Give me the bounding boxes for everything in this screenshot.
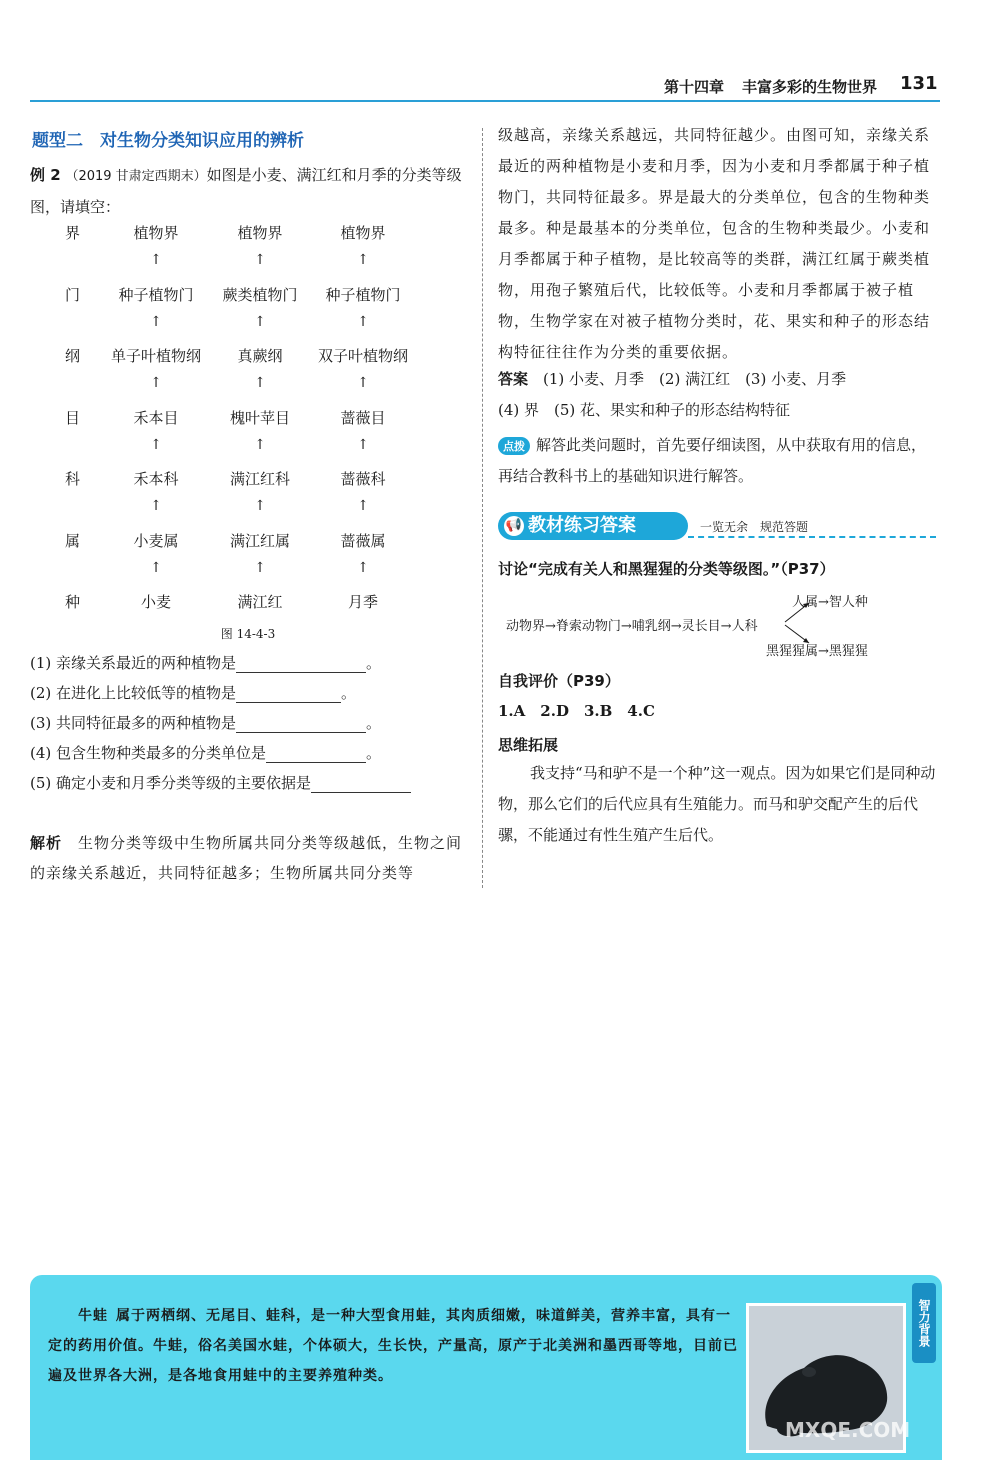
bullfrog-photo [746, 1303, 911, 1453]
rank-label: 属 [65, 531, 81, 550]
answer-blank-2[interactable] [236, 685, 341, 703]
megaphone-icon: 📢 [504, 516, 524, 536]
up-arrow-icon: ↑ [254, 559, 266, 576]
up-arrow-icon: ↑ [357, 498, 369, 514]
analysis-left-text: 生物分类等级中生物所属共同分类等级越低，生物之间的亲缘关系越近，共同特征越多；生物所属共同分类等 [30, 834, 463, 882]
taxon-cell: 小麦属 [133, 531, 179, 550]
taxon-cell: 槐叶苹目 [229, 408, 291, 427]
taxon-cell: 单子叶植物纲 [110, 347, 202, 365]
self-eval-title: 自我评价（P39） [498, 672, 620, 690]
taxon-cell: 满江红科 [229, 470, 291, 488]
taxon-cell: 小麦 [140, 593, 172, 611]
answer-line-1: (1) 小麦、月季 (2) 满江红 (3) 小麦、月季 [543, 370, 847, 388]
taxon-cell: 月季 [347, 593, 379, 611]
column-divider [482, 128, 483, 888]
answer-blank-1[interactable] [236, 655, 366, 673]
question-2: (2) 在进化上比较低等的植物是 。 [30, 684, 357, 702]
up-arrow-icon: ↑ [254, 252, 266, 268]
taxon-cell: 满江红属 [229, 531, 291, 550]
tip-block [498, 430, 938, 492]
up-arrow-icon: ↑ [150, 559, 162, 576]
page-header [0, 0, 1000, 100]
thinking-title: 思维拓展 [498, 736, 559, 754]
tip-badge: 点拨 [498, 437, 530, 455]
taxon-cell: 植物界 [237, 224, 283, 242]
analysis-tag: 解析 [30, 834, 63, 852]
figure-caption: 图 14-4-3 [220, 627, 276, 641]
taxon-cell: 蔷薇目 [340, 408, 386, 427]
up-arrow-icon: ↑ [254, 375, 266, 391]
taxon-cell: 植物界 [340, 224, 386, 242]
banner-subtitle: 一览无余 规范答题 [700, 520, 809, 534]
up-arrow-icon: ↑ [357, 436, 369, 453]
classification-chain [498, 585, 938, 660]
answer-blank-4[interactable] [266, 745, 366, 763]
rank-label: 门 [65, 285, 81, 304]
up-arrow-icon: ↑ [150, 252, 162, 268]
tip-text: 解答此类问题时，首先要仔细读图，从中获取有用的信息，再结合教科书上的基础知识进行解答。 [498, 436, 927, 485]
banner-rule [688, 536, 936, 538]
answer-blank-3[interactable] [236, 715, 366, 733]
page-number: 131 [900, 73, 938, 94]
question-5: (5) 确定小麦和月季分类等级的主要依据是 [30, 772, 411, 793]
answer-block [498, 364, 938, 426]
up-arrow-icon: ↑ [357, 313, 369, 330]
banner-title: 教材练习答案 [528, 515, 636, 536]
card-body: 属于两栖纲、无尾目、蛙科，是一种大型食用蛙，其肉质细嫩，味道鲜美，营养丰富，具有一定的药用价值。牛蛙，俗名美国水蛙，个体硕大，生长快，产量高，原产于北美洲和墨西哥等地，目前已遍及世界各大洲，是各地食用蛙中的主要养殖种类。 [48, 1308, 738, 1384]
rank-label: 目 [65, 408, 81, 427]
chapter-label: 第十四章 [664, 78, 725, 96]
up-arrow-icon: ↑ [357, 375, 369, 391]
up-arrow-icon: ↑ [150, 436, 162, 453]
taxon-cell: 蕨类植物门 [222, 285, 298, 304]
background-knowledge-card [30, 1275, 942, 1460]
up-arrow-icon: ↑ [254, 498, 266, 514]
example-tag: 例 2 [30, 166, 61, 184]
rank-label: 界 [65, 224, 81, 242]
analysis-right: 级越高，亲缘关系越远，共同特征越少。由图可知，亲缘关系最近的两种植物是小麦和月季，因为小麦和月季都属于种子植物门，共同特征最多。界是最大的分类单位，包含的生物种类最多。种是最基本的分类单位，包含的生物种类最少。小麦和月季都属于种子植物，是比较高等的类群，满江红属于蕨类植物，用孢子繁殖后代，比较低等。小麦和月季都属于被子植物，生物学家在对被子植物分类时，花、果实和种子的形态结构特征往往作为分类的重要依据。 [498, 126, 931, 361]
up-arrow-icon: ↑ [254, 436, 266, 453]
watermark-text: MXQE.COM [785, 1418, 911, 1442]
up-arrow-icon: ↑ [357, 559, 369, 576]
up-arrow-icon: ↑ [150, 375, 162, 391]
up-arrow-icon: ↑ [150, 313, 162, 330]
example-source: （2019 甘肃定西期末） [65, 169, 207, 184]
answer-tag: 答案 [498, 370, 529, 388]
chain-branch-top: 人属→智人种 [792, 595, 868, 610]
up-arrow-icon: ↑ [254, 313, 266, 330]
taxon-cell: 蔷薇科 [340, 470, 386, 488]
taxon-cell: 禾本目 [133, 408, 179, 427]
question-1: (1) 亲缘关系最近的两种植物是 。 [30, 654, 382, 672]
chain-branch-bottom: 黑猩猩属→黑猩猩 [766, 644, 868, 659]
taxon-cell: 禾本科 [133, 470, 179, 488]
card-text-block [48, 1301, 738, 1391]
chain-main: 动物界→脊索动物门→哺乳纲→灵长目→人科 [506, 619, 758, 634]
taxon-cell: 种子植物门 [118, 285, 194, 304]
classification-figure [30, 222, 470, 622]
taxon-cell: 满江红 [237, 593, 283, 611]
discussion-title: 讨论“完成有关人和黑猩猩的分类等级图。”（P37） [498, 560, 835, 578]
banner-title-pill [498, 512, 688, 540]
section-title: 题型二 对生物分类知识应用的辨析 [32, 131, 304, 151]
answer-line-2: (4) 界 (5) 花、果实和种子的形态结构特征 [498, 401, 791, 419]
rank-label: 纲 [65, 347, 81, 365]
analysis-left [30, 828, 470, 888]
thinking-text: 我支持“马和驴不是一个种”这一观点。因为如果它们是同种动物，那么它们的后代应具有生殖能力。而马和驴交配产生的后代骡，不能通过有性生殖产生后代。 [498, 764, 936, 844]
textbook-answers-banner [498, 512, 936, 542]
example-text: 如图是小麦、满江红和月季的分类等级图，请填空： [30, 166, 462, 216]
card-side-label: 智力背景 [912, 1283, 936, 1363]
taxon-cell: 双子叶植物纲 [317, 347, 409, 365]
self-eval-answers: 1.A 2.D 3.B 4.C [498, 702, 655, 720]
question-3: (3) 共同特征最多的两种植物是 。 [30, 714, 382, 732]
taxon-cell: 种子植物门 [325, 285, 401, 304]
up-arrow-icon: ↑ [357, 252, 369, 268]
taxon-cell: 植物界 [133, 224, 179, 242]
taxon-cell: 真蕨纲 [237, 347, 283, 365]
chapter-title: 丰富多彩的生物世界 [742, 78, 878, 96]
up-arrow-icon: ↑ [150, 498, 162, 514]
card-heading: 牛蛙 [78, 1308, 108, 1324]
rank-label: 种 [65, 593, 81, 611]
header-rule [30, 100, 940, 102]
taxon-cell: 蔷薇属 [340, 531, 386, 550]
answer-blank-5[interactable] [311, 775, 411, 793]
example-prompt [30, 160, 470, 222]
rank-label: 科 [65, 470, 81, 488]
question-4: (4) 包含生物种类最多的分类单位是 。 [30, 744, 382, 762]
